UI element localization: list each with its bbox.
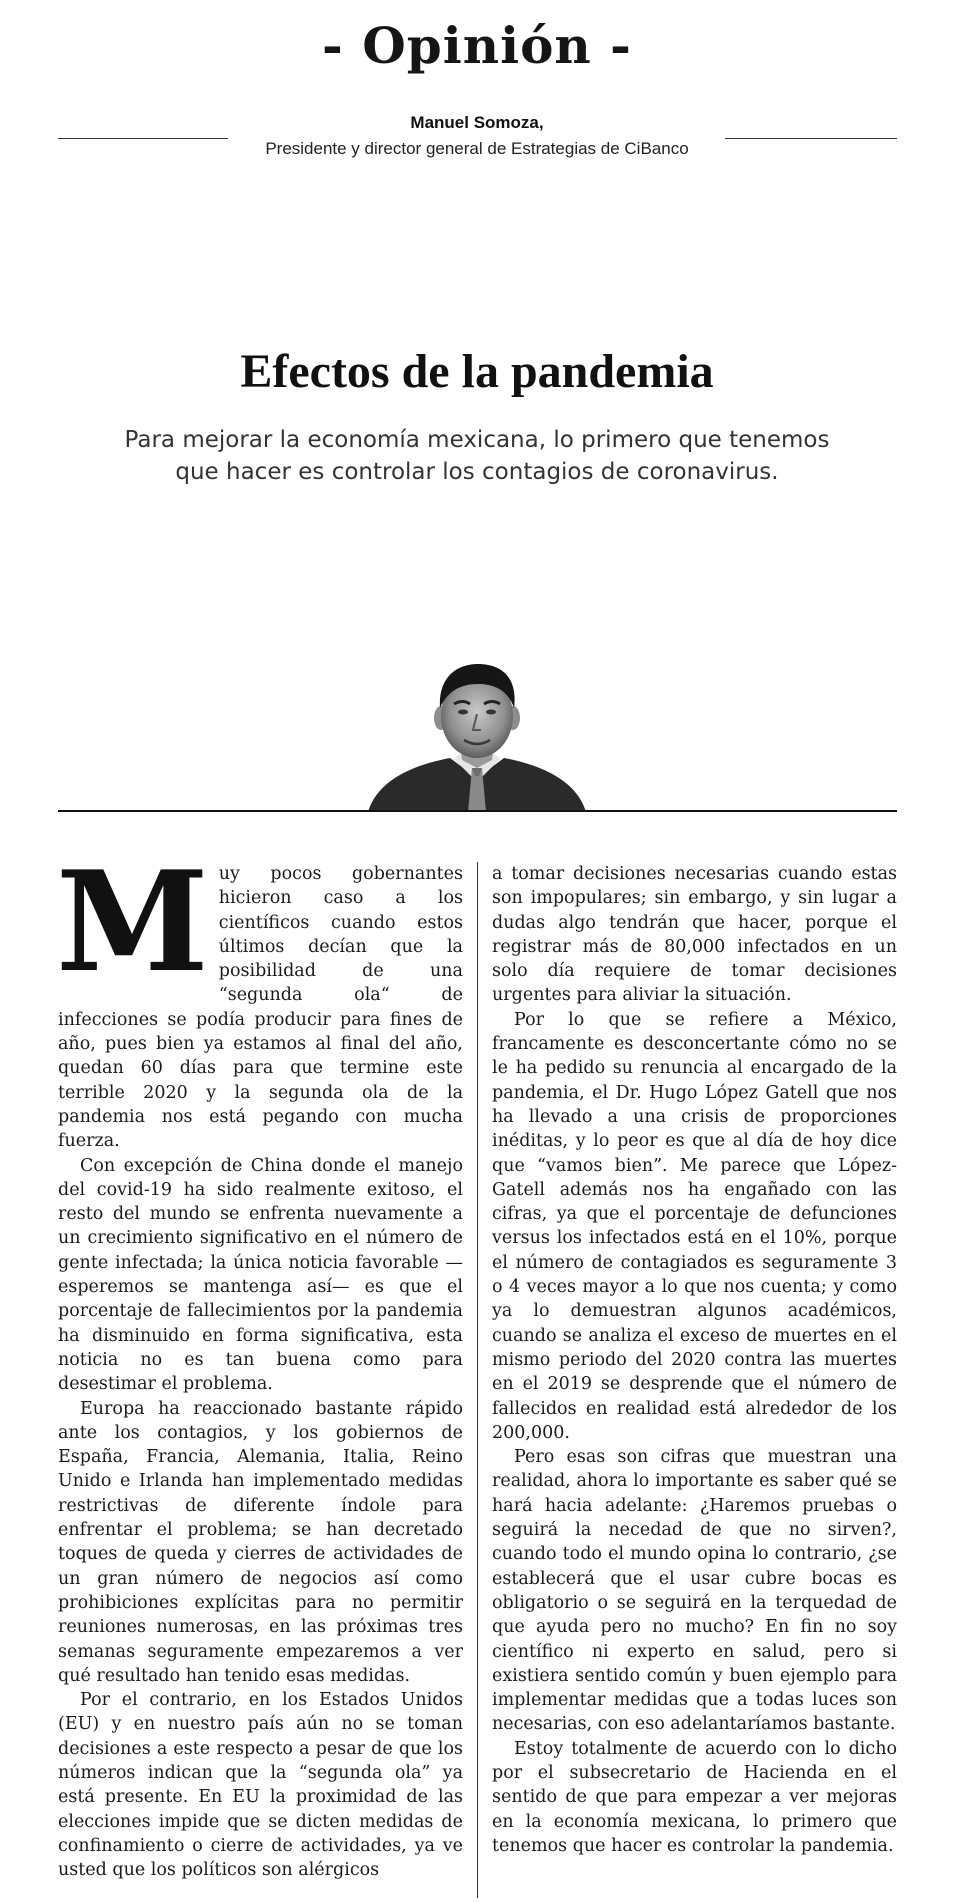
article-deck: Para mejorar la economía mexicana, lo primero que tenemos que hacer es controlar los contagios de coronavirus.	[124, 427, 830, 485]
paragraph-text: uy pocos gobernantes hicieron caso a los científicos cuando estos últimos decían que la posibilidad de una “segunda ola“ de infecciones se podía producir para fines de año, pues bien ya estamos al final del año, quedan 60 días para que termine este terrible 2020 y la segunda ola de la pandemia nos está pegando con mucha fuerza.	[58, 864, 463, 1152]
paragraph	[56, 840, 463, 1154]
paragraph: Por lo que se refiere a México, francamente es desconcertante cómo no se le ha pedido su renuncia al encargado de la pandemia, el Dr. Hugo López Gatell que nos ha llevado a una crisis de proporciones inéditas, y lo peor es que al día de hoy dice que “vamos bien”. Me parece que López-Gatell además nos ha engañado con las cifras, ya que el porcentaje de defunciones versus los infectados está en el 10%, porque el número de contagiados es seguramente 3 o 4 veces mayor a lo que nos cuenta; y como ya lo demuestran algunos académicos, cuando se analiza el exceso de muertes en el mismo periodo del 2020 contra las muertes en el 2019 se desprende que el número de fallecidos en realidad está alrededor de los 200,000.	[492, 1009, 897, 1443]
article-column-left	[56, 840, 463, 1882]
paragraph: Por el contrario, en los Estados Unidos (EU) y en nuestro país aún no se toman decisiones a este respecto a pesar de que los números indican que la “segunda ola” ya está presente. En EU la proximidad de las elecciones impide que se dicten medidas de confinamiento o cierre de actividades, ya ve usted que los políticos son alérgicos	[58, 1690, 463, 1881]
paragraph: Europa ha reaccionado bastante rápido ante los contagios, y los gobiernos de España, Francia, Alemania, Italia, Reino Unido e Irlanda han implementado medidas restrictivas de diferente índole para enfrentar el problema; se han decretado toques de queda y cierres de actividades de un gran número de negocios así como prohibiciones explícitas para no permitir reuniones numerosas, en las próximas tres semanas seguramente empezaremos a ver qué resultado han tenido esas medidas.	[58, 1398, 463, 1686]
article-column-right	[492, 862, 897, 1858]
author-name: Manuel Somoza,	[410, 113, 544, 132]
paragraph: Estoy totalmente de acuerdo con lo dicho por el subsecretario de Hacienda en el sentido de que para empezar a ver mejoras en la economía mexicana, lo primero que tenemos que hacer es controlar la pandemia.	[492, 1738, 897, 1856]
author-byline	[0, 110, 954, 162]
header-divider	[58, 810, 897, 812]
paragraph: Pero esas son cifras que muestran una realidad, ahora lo importante es saber qué se hará hacia adelante: ¿Haremos pruebas o seguirá la necedad de que no sirven?, cuando todo el mundo opina lo contrario, ¿se establecerá que el usar cubre bocas es obligatorio o se seguirá en la terquedad de que ayuda pero no mucho? En fin no soy científico ni experto en salud, pero si existiera sentido común y buen ejemplo para implementar medidas que a todas luces son necesarias, con eso adelantaríamos bastante.	[492, 1447, 897, 1735]
section-title: - Opinión -	[322, 16, 632, 75]
drop-cap: M	[56, 840, 209, 1003]
author-role: Presidente y director general de Estrategias de CiBanco	[265, 139, 689, 158]
article-headline: Efectos de la pandemia	[240, 345, 714, 398]
paragraph: Con excepción de China donde el manejo del covid-19 ha sido realmente exitoso, el resto del mundo se enfrenta nuevamente a un crecimiento significativo en el número de gente infectada; la única noticia favorable —esperemos se mantenga así— es que el porcentaje de fallecimientos por la pandemia ha disminuido en forma significativa, esta noticia no es tan buena como para desestimar el problema.	[58, 1155, 463, 1395]
column-divider	[477, 862, 478, 1898]
author-portrait	[368, 660, 586, 812]
paragraph: a tomar decisiones necesarias cuando estas son impopulares; sin embargo, y sin lugar a dudas algo tendrán que hacer, porque el registrar más de 80,000 infectados en un solo día requiere de tomar decisiones urgentes para aliviar la situación.	[492, 864, 897, 1006]
